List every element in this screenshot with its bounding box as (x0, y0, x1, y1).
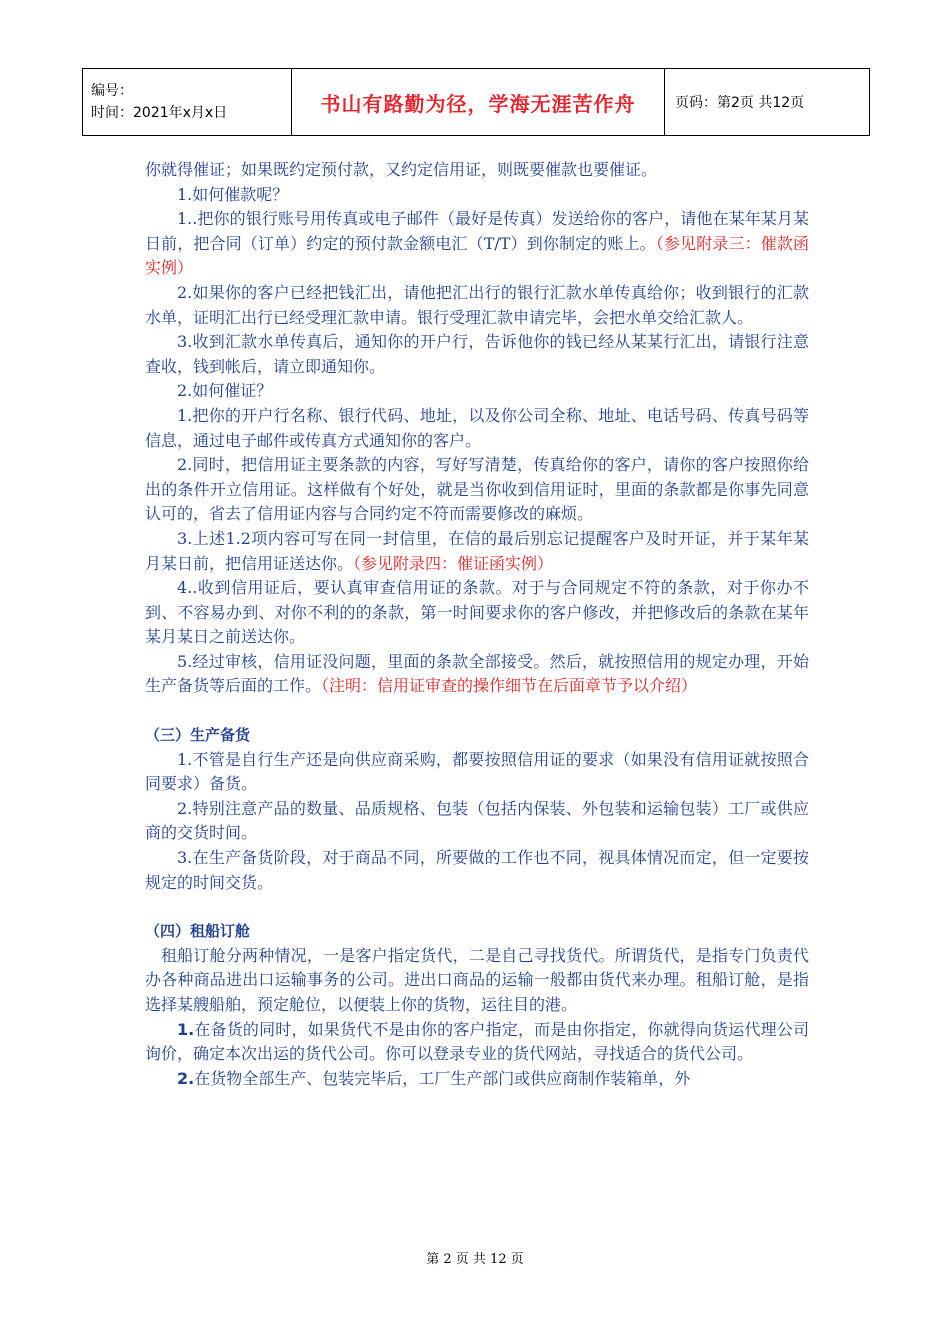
paragraph: 1.把你的开户行名称、银行代码、地址，以及你公司全称、地址、电话号码、传真号码等信息，通过电子邮件或传真方式通知你的客户。 (145, 405, 809, 450)
paragraph: 3.收到汇款水单传真后，通知你的开户行，告诉他你的钱已经从某某行汇出，请银行注意查收，钱到帐后，请立即通知你。 (145, 332, 809, 376)
note-ref: （注明：信用证审查的操作细节在后面章节予以介绍） (321, 676, 698, 696)
subheading-lc: 2.如何催证？ (177, 381, 273, 401)
paragraph: 租船订舱分两种情况，一是客户指定货代，二是自己寻找货代。所谓货代，是指专门负责代办各种商品进出口运输事务的公司。进出口商品的运输一般都由货代来办理。租船订舱，是指选择某艘船舶，预定舱位，以便装上你的货物，运往目的港。 (145, 945, 809, 1014)
paragraph: 3.上述1.2项内容可写在同一封信里，在信的最后别忘记提醒客户及时开证，并于某年某月某日前，把信用证送达你。（参见附录四：催证函实例） (145, 528, 809, 573)
paragraph: 1.不管是自行生产还是向供应商采购，都要按照信用证的要求（如果没有信用证就按照合同要求）备货。 (145, 749, 809, 794)
appendix-ref: （参见附录三：催款函实例） (145, 233, 809, 278)
appendix-ref: （参见附录四：催证函实例） (353, 553, 554, 573)
paragraph: 5.经过审核，信用证没问题，里面的条款全部接受。然后，就按照信用的规定办理，开始生产备货等后面的工作。（注明：信用证审查的操作细节在后面章节予以介绍） (145, 651, 809, 696)
document-body (145, 158, 809, 1091)
subheading-payment: 1.如何催款呢？ (177, 184, 289, 204)
header-meta (83, 69, 292, 136)
time-label: 时间：2021年x月x日 (91, 105, 228, 121)
header-page-info (665, 69, 870, 136)
page-header (82, 68, 870, 136)
number-label: 编号： (91, 83, 133, 99)
page-footer: 第 2 页 共 12 页 (426, 1252, 524, 1267)
page-info: 页码：第2页 共12页 (675, 95, 805, 111)
section-heading-shipping: （四）租船订舱 (145, 922, 251, 941)
paragraph: 2.同时，把信用证主要条款的内容，写好写清楚，传真给你的客户，请你的客户按照你给出的条件开立信用证。这样做有个好处，就是当你收到信用证时，里面的条款都是你事先同意认可的，省去了信用证内容与合同约定不符而需要修改的麻烦。 (145, 455, 809, 524)
paragraph: 2.在货物全部生产、包装完毕后，工厂生产部门或供应商制作装箱单，外 (177, 1068, 691, 1088)
section-heading-production: （三）生产备货 (145, 726, 251, 745)
paragraph: 3.在生产备货阶段，对于商品不同，所要做的工作也不同，视具体情况而定，但一定要按规定的时间交货。 (145, 848, 809, 892)
paragraph: 2.如果你的客户已经把钱汇出，请他把汇出行的银行汇款水单传真给你；收到银行的汇款水单，证明汇出行已经受理汇款申请。银行受理汇款申请完毕，会把水单交给汇款人。 (145, 282, 809, 327)
paragraph: 你就得催证；如果既约定预付款，又约定信用证，则既要催款也要催证。 (145, 160, 658, 179)
paragraph: 2.特别注意产品的数量、品质规格、包装（包括内保装、外包装和运输包装）工厂或供应商的交货时间。 (145, 798, 809, 843)
paragraph: 1.在备货的同时，如果货代不是由你的客户指定，而是由你指定，你就得向货运代理公司询价，确定本次出运的货代公司。你可以登录专业的货代网站，寻找适合的货代公司。 (145, 1019, 809, 1064)
header-motto-cell (292, 69, 665, 136)
motto: 书山有路勤为径，学海无涯苦作舟 (320, 91, 636, 116)
paragraph: 1..把你的银行账号用传真或电子邮件（最好是传真）发送给你的客户，请他在某年某月某日前，把合同（订单）约定的预付款金额电汇（T/T）到你制定的账上。（参见附录三：催款函实例） (145, 209, 809, 278)
paragraph: 4..收到信用证后，要认真审查信用证的条款。对于与合同规定不符的条款，对于你办不到、不容易办到、对你不利的的条款，第一时间要求你的客户修改，并把修改后的条款在某年某月某日之前送达你。 (145, 578, 809, 647)
